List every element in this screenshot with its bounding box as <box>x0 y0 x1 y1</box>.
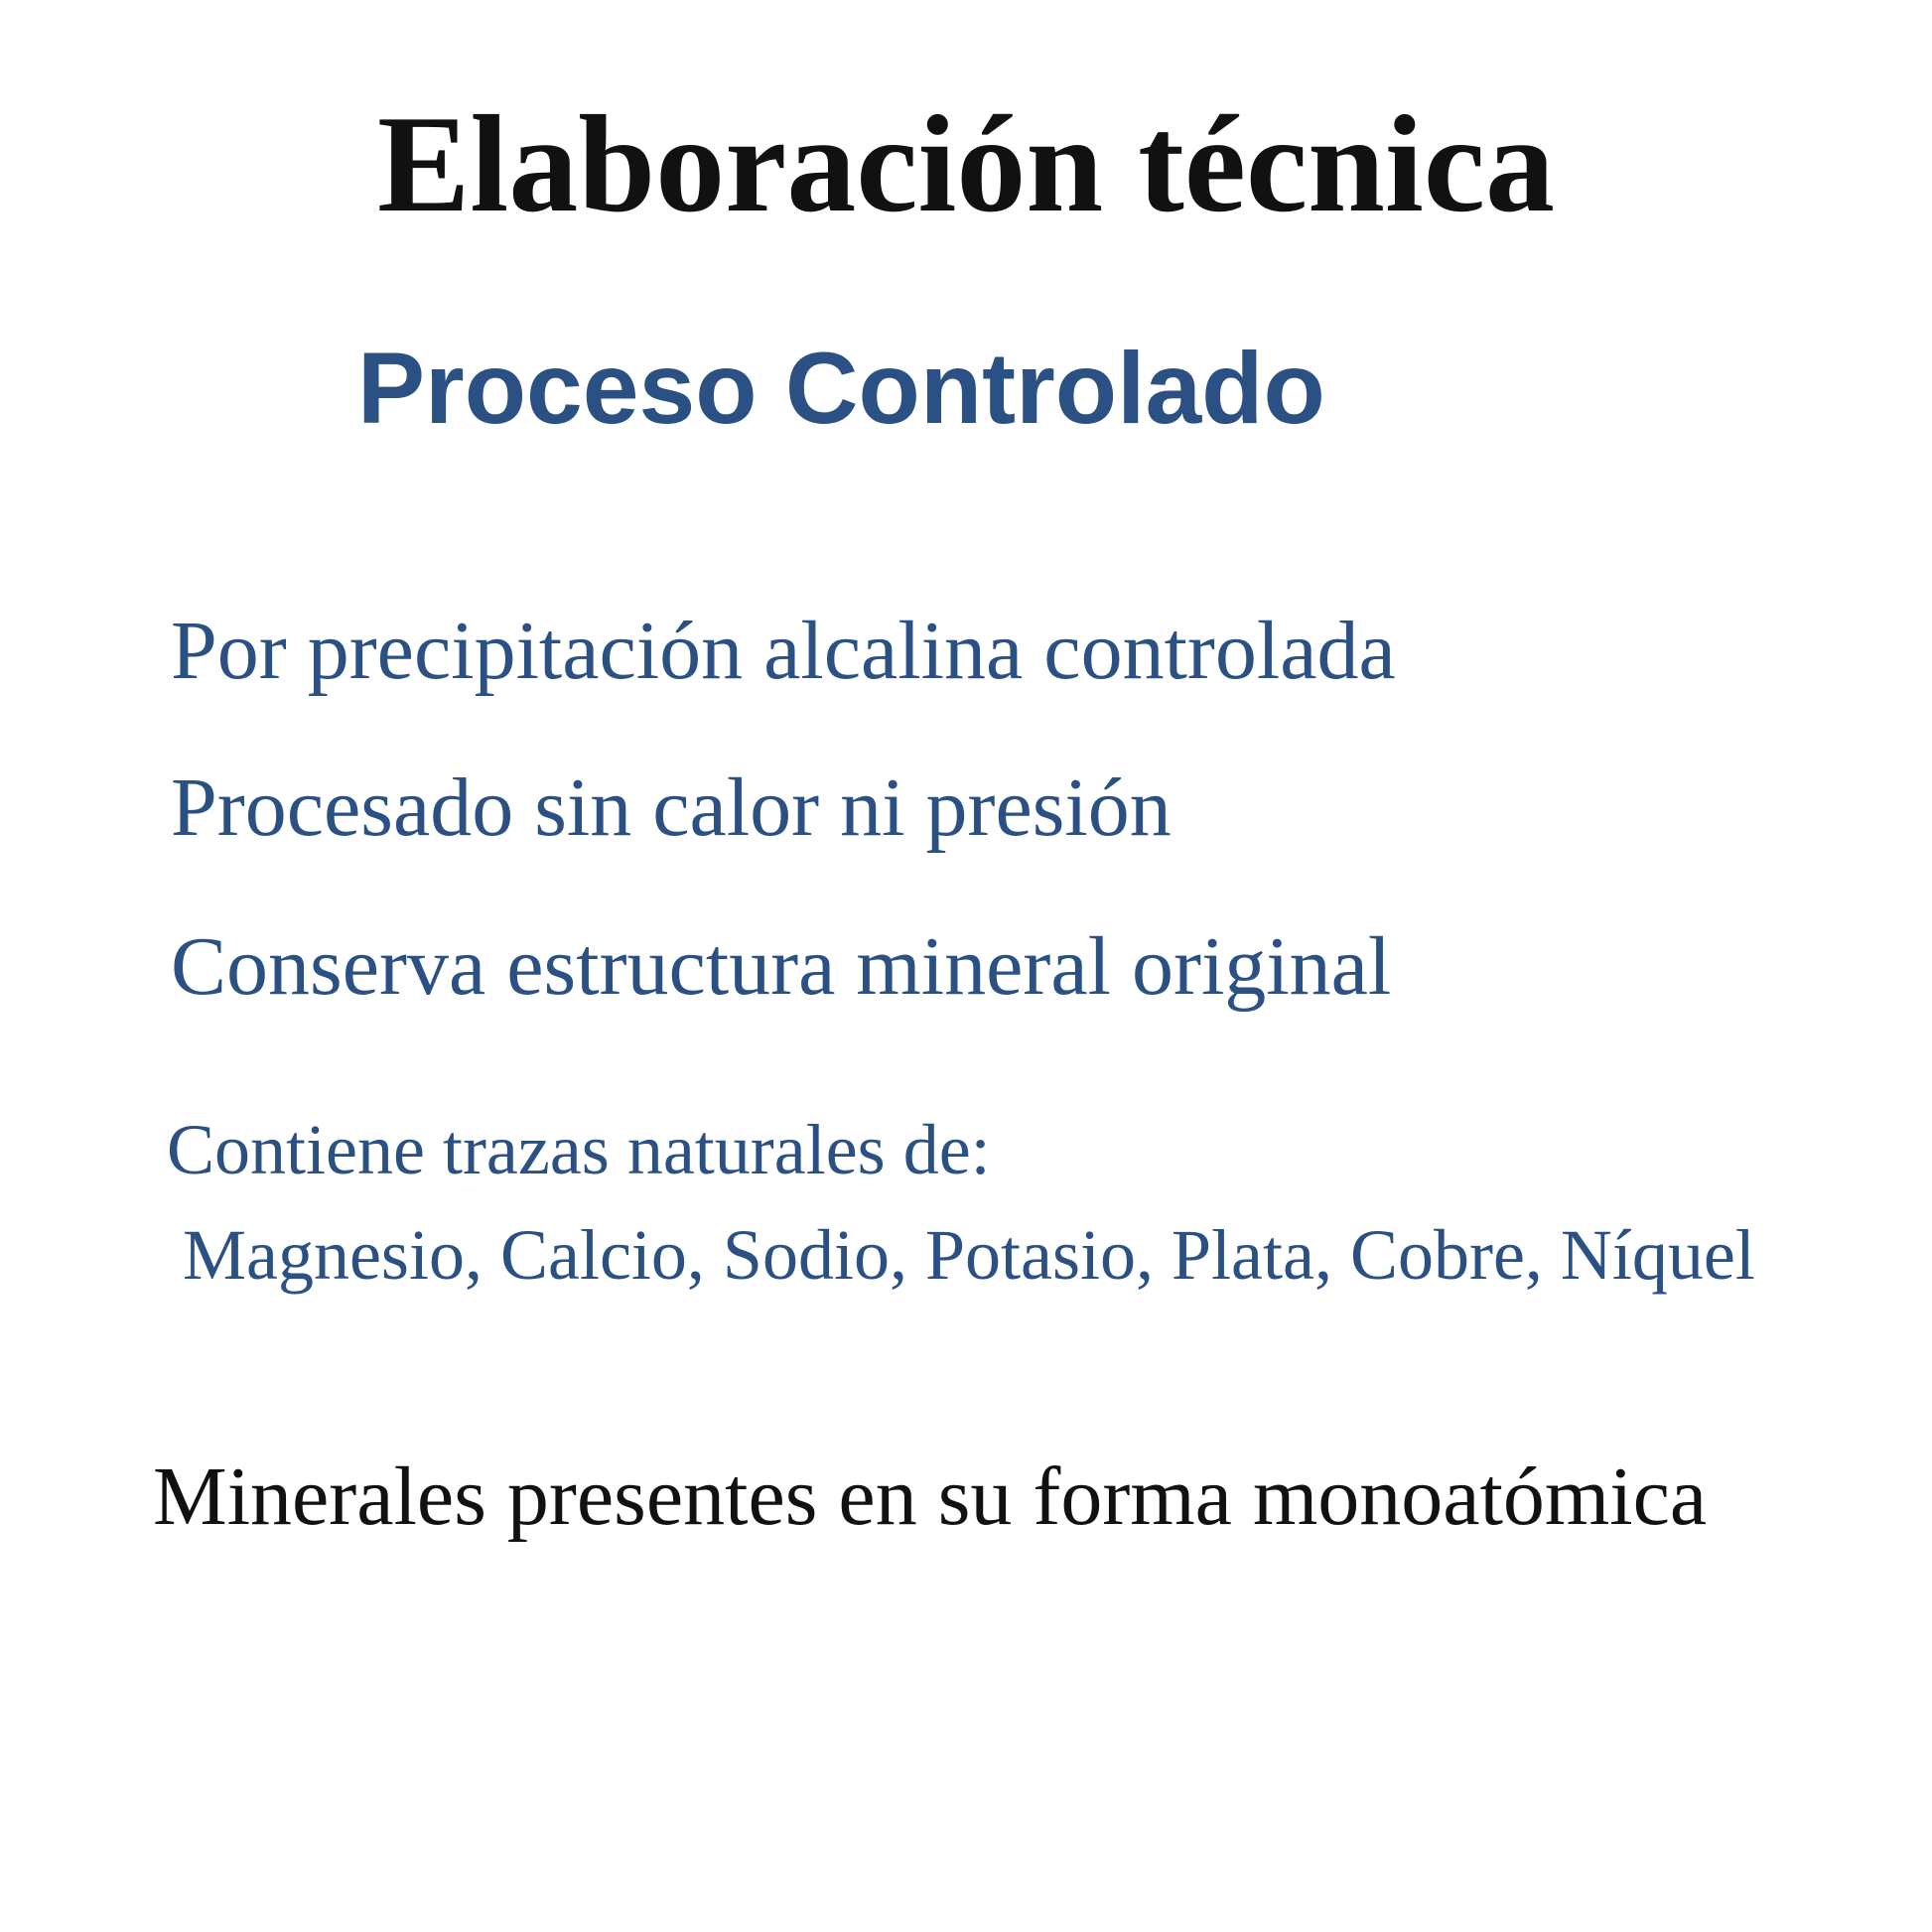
page-subtitle: Proceso Controlado <box>357 332 1325 445</box>
feature-line: Procesado sin calor ni presión <box>171 761 1172 854</box>
feature-line: Conserva estructura mineral original <box>171 920 1392 1013</box>
page-title: Elaboración técnica <box>377 87 1555 241</box>
traces-list: Magnesio, Calcio, Sodio, Potasio, Plata, Cobre, Níquel <box>183 1215 1755 1295</box>
footer-statement: Minerales presentes en su forma monoatómica <box>153 1450 1708 1543</box>
feature-line: Por precipitación alcalina controlada <box>171 605 1396 697</box>
traces-label: Contiene trazas naturales de: <box>167 1110 991 1189</box>
